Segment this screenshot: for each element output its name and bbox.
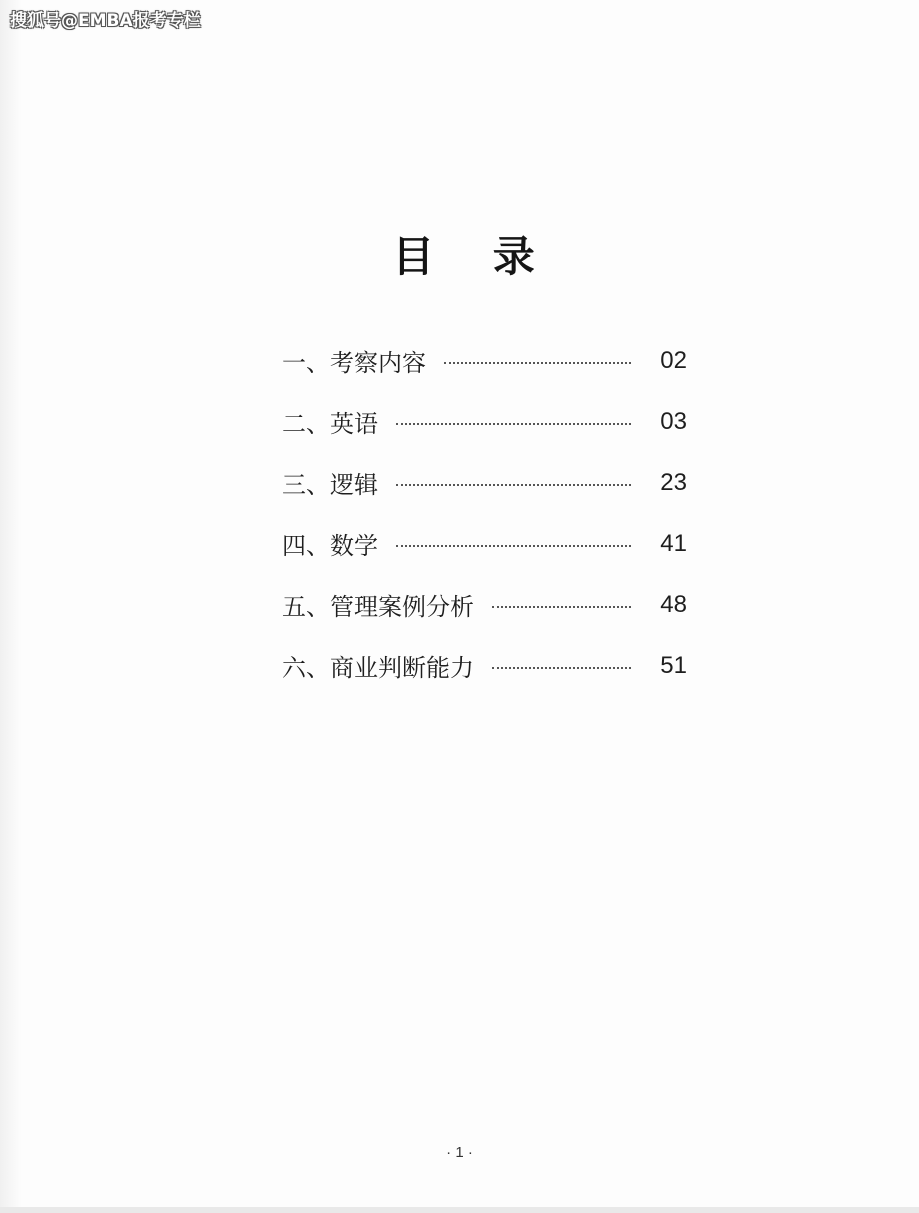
toc-entry-label: 三、逻辑: [282, 471, 378, 499]
page-number: · 1 ·: [446, 1144, 473, 1161]
toc-entry-label: 六、商业判断能力: [282, 654, 474, 682]
toc-entry-page: 48: [660, 590, 687, 618]
toc-entry-page: 41: [660, 529, 687, 557]
toc-entry-label: 四、数学: [282, 532, 378, 560]
toc-entry-logic[interactable]: [282, 452, 687, 513]
page-binding-edge: [0, 0, 22, 1213]
toc-entry-page: 51: [660, 651, 687, 679]
toc-entry-label: 二、英语: [282, 410, 378, 438]
dot-leader: [492, 606, 631, 608]
toc-title: 目 录: [392, 232, 557, 281]
table-of-contents: [282, 330, 687, 696]
watermark: 搜狐号@EMBA报考专栏: [10, 11, 201, 31]
dot-leader: [396, 423, 631, 425]
toc-entry-label: 五、管理案例分析: [282, 593, 474, 621]
toc-entry-page: 02: [660, 346, 687, 374]
toc-entry-page: 03: [660, 407, 687, 435]
toc-entry-label: 一、考察内容: [282, 349, 426, 377]
toc-entry-business-judgment[interactable]: [282, 635, 687, 696]
toc-entry-content[interactable]: [282, 330, 687, 391]
toc-entry-page: 23: [660, 468, 687, 496]
dot-leader: [396, 484, 631, 486]
toc-entry-english[interactable]: [282, 391, 687, 452]
toc-entry-math[interactable]: [282, 513, 687, 574]
dot-leader: [396, 545, 631, 547]
toc-entry-management-case[interactable]: [282, 574, 687, 635]
dot-leader: [492, 667, 631, 669]
dot-leader: [444, 362, 631, 364]
